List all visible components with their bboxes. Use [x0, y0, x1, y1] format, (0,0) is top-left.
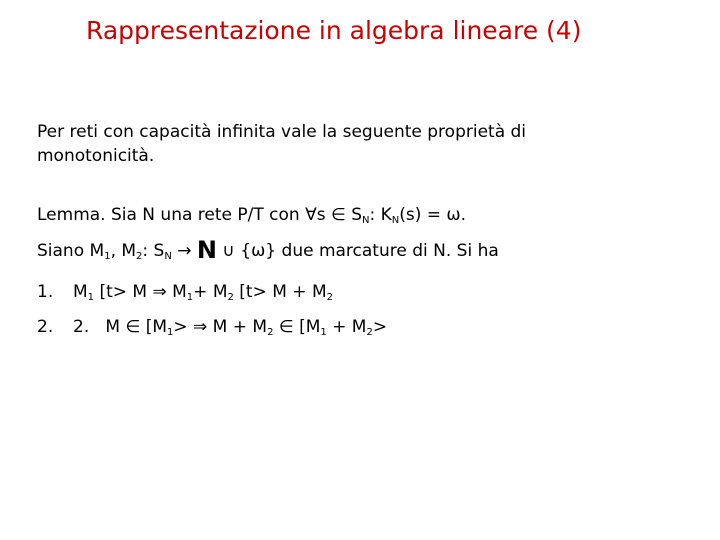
siano-text-e: ∪ {ω} due marcature di N. Si ha [217, 241, 499, 261]
lemma-text-b: : K [369, 205, 392, 225]
siano-sub-3: N [164, 251, 172, 262]
siano-text-d: → [171, 241, 197, 261]
intro-line-2: monotonicità. [37, 146, 155, 166]
siano-text-a: Siano M [37, 241, 105, 261]
item1-text-d: [t> M + M [233, 282, 327, 302]
item2-text-b: > ⇒ M + M [173, 317, 268, 337]
lemma-statement [37, 203, 466, 233]
lemma-sub-1: N [362, 215, 370, 226]
siano-sub-2: 2 [136, 251, 143, 262]
item2-sub-1: 1 [167, 327, 174, 338]
slide-title: Rappresentazione in algebra lineare (4) [86, 16, 582, 45]
siano-statement [37, 238, 499, 269]
item1-text-c: + M [193, 282, 228, 302]
list-item-1-number: 1. [37, 282, 54, 302]
item1-sub-1: 1 [87, 292, 95, 303]
item2-text-a: 2. M ∈ [M [73, 317, 168, 337]
list-item-2-number: 2. [37, 317, 54, 337]
item1-text-a: M [73, 282, 88, 302]
lemma-text-c: (s) = ω. [399, 205, 467, 225]
item1-sub-4: 2 [326, 292, 333, 303]
item2-sub-4: 2 [366, 327, 373, 338]
item1-text-b: [t> M ⇒ M [94, 282, 187, 302]
item2-sub-3: 1 [320, 327, 327, 338]
item2-text-d: + M [326, 317, 367, 337]
siano-text-b: , M [110, 241, 137, 261]
siano-text-c: : S [142, 241, 165, 261]
siano-sub-1: 1 [104, 251, 111, 262]
list-item-1 [37, 280, 333, 310]
lemma-sub-2: N [391, 215, 400, 226]
item2-text-e: > [372, 317, 388, 337]
item2-text-c: ∈ [M [273, 317, 321, 337]
item2-sub-2: 2 [267, 327, 274, 338]
intro-line-1: Per reti con capacità infinita vale la seguente proprietà di [37, 122, 527, 142]
lemma-text-a: Lemma. Sia N una rete P/T con ∀s ∈ S [37, 205, 362, 225]
natural-numbers-symbol: N [196, 236, 217, 264]
list-item-2 [37, 315, 387, 345]
item1-sub-2: 1 [186, 292, 194, 303]
item1-sub-3: 2 [227, 292, 234, 303]
